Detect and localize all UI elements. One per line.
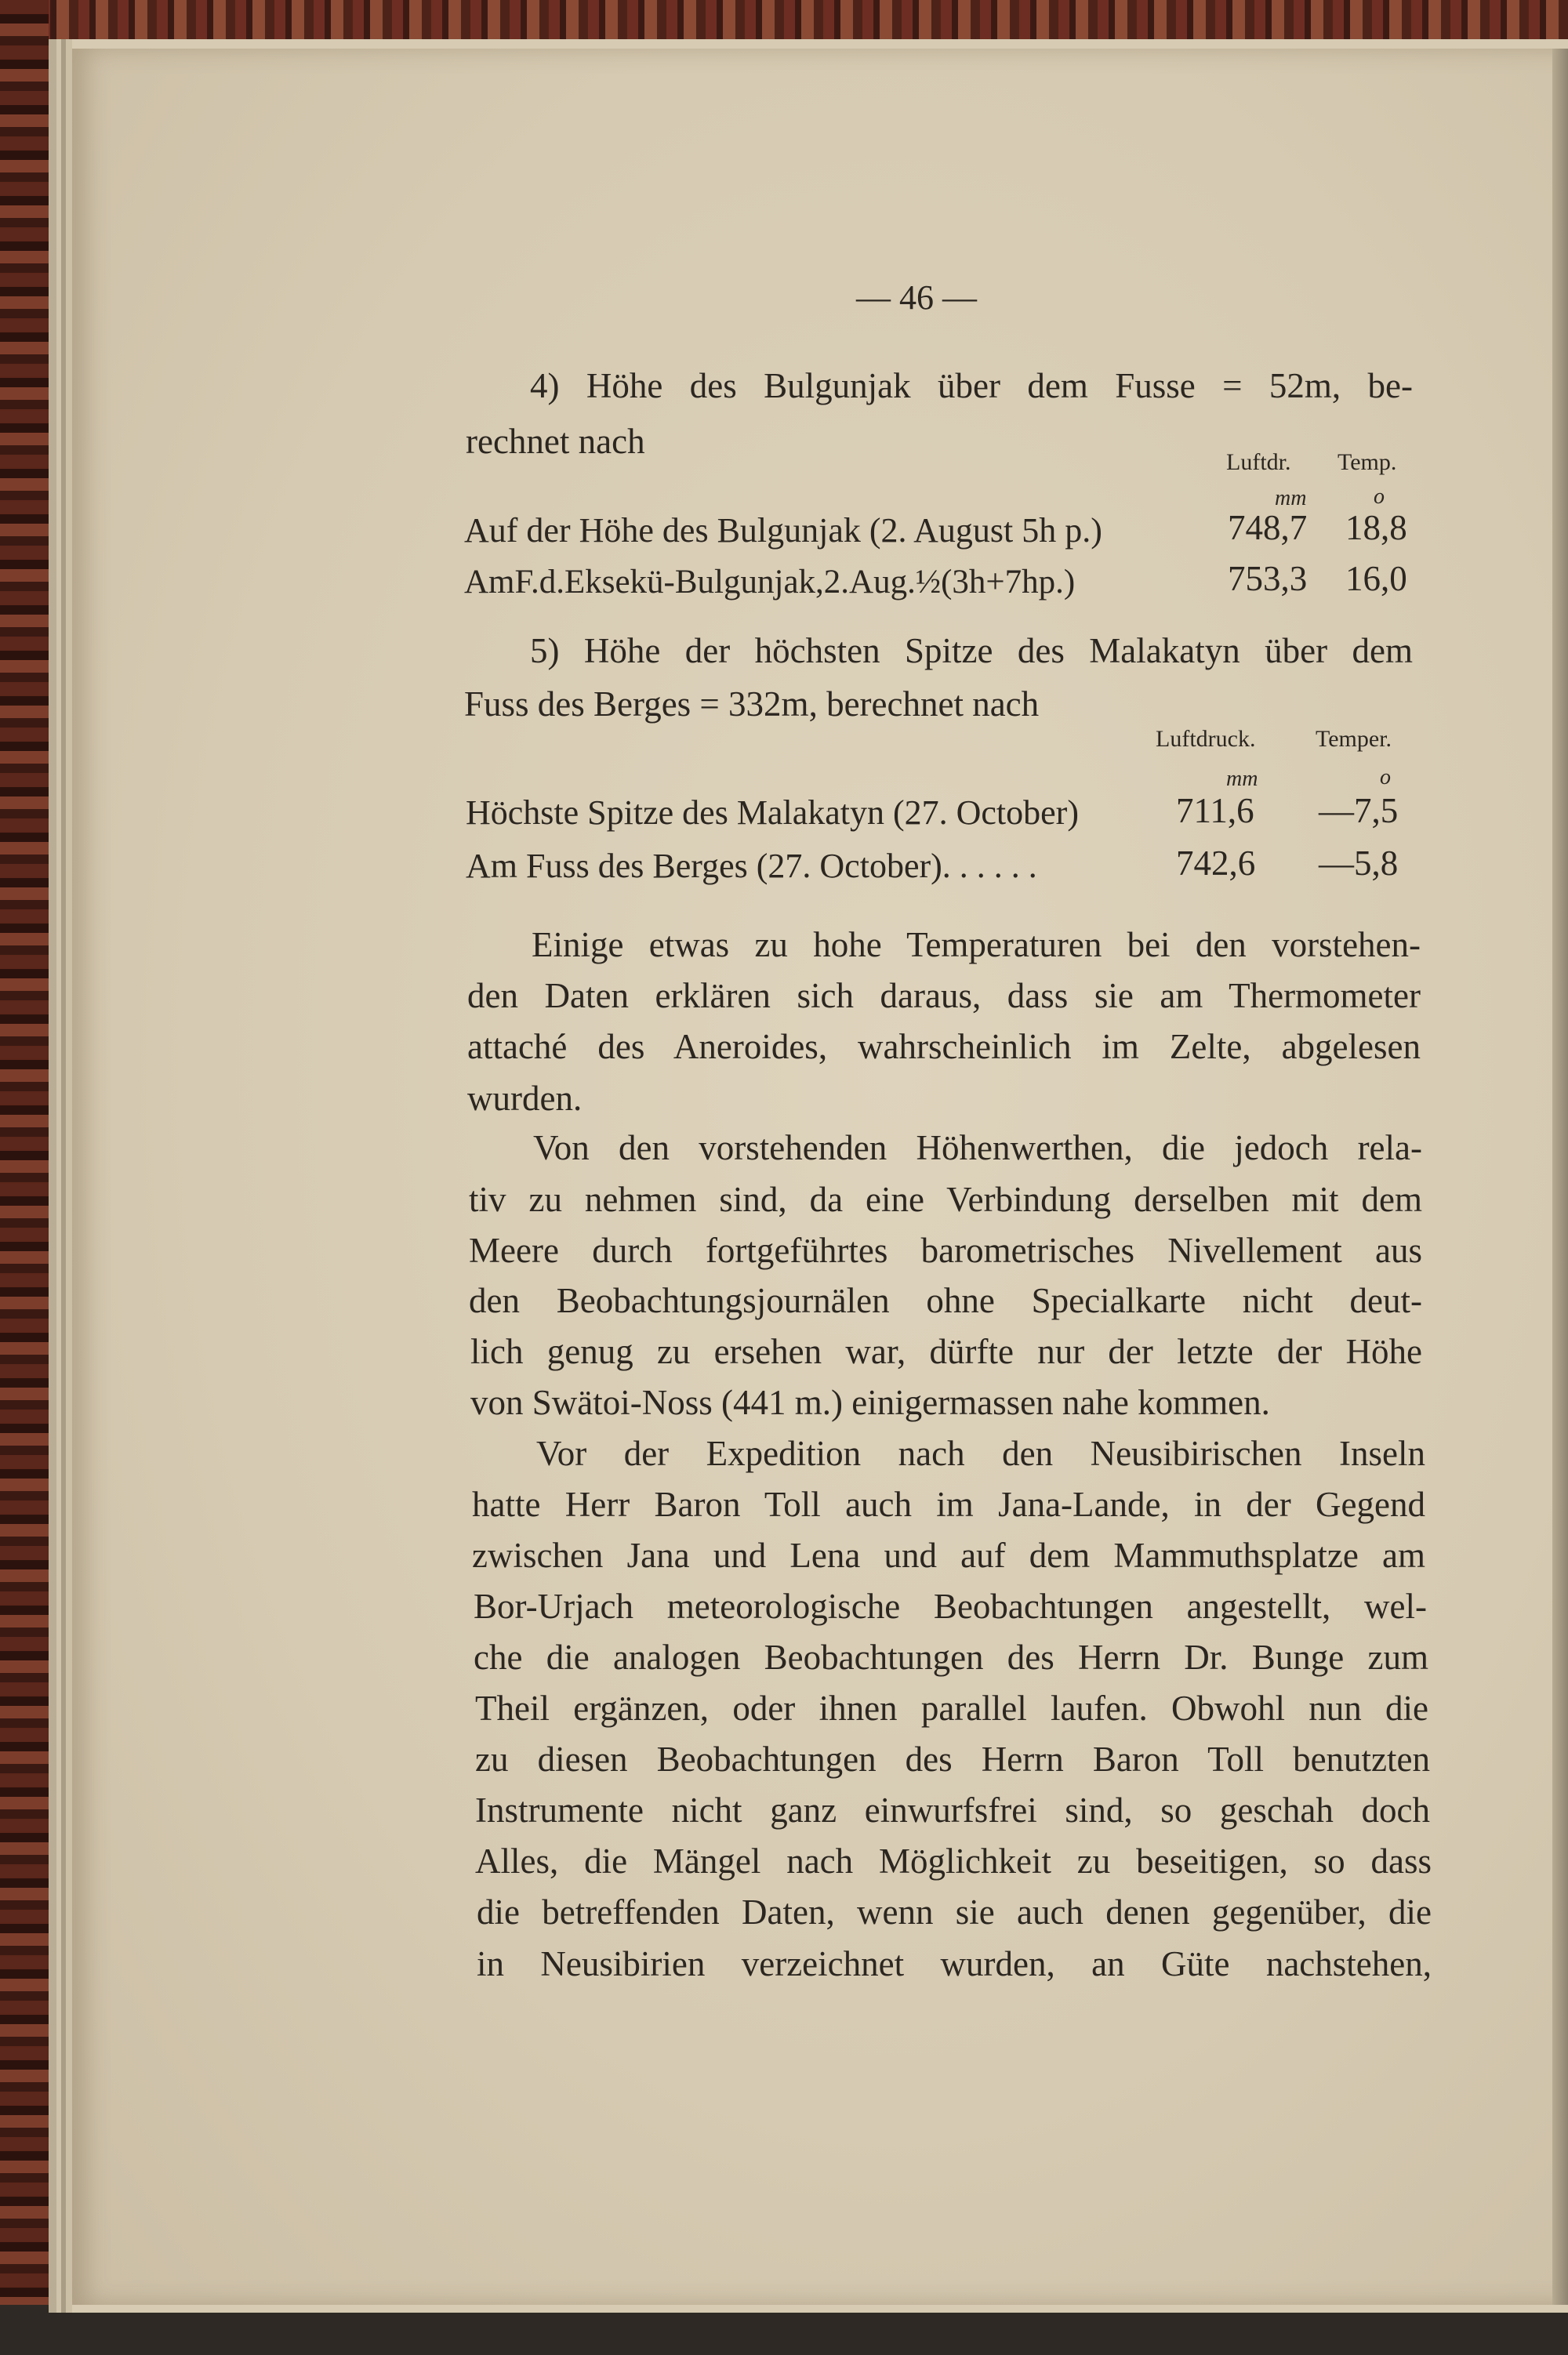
section5-col-temp: Temper.	[1316, 726, 1392, 752]
para3-line6: Theil ergänzen, oder ihnen parallel laufen. Obwohl nun die	[475, 1689, 1428, 1728]
para3-line1: Vor der Expedition nach den Neusibirischen Inseln	[536, 1434, 1425, 1473]
para1-line2: den Daten erklären sich daraus, dass sie am Thermometer	[467, 976, 1421, 1015]
para1-line1: Einige etwas zu hohe Temperaturen bei den vorstehen-	[532, 925, 1421, 964]
para2-line1: Von den vorstehenden Höhenwerthen, die jedoch rela-	[533, 1128, 1422, 1167]
section5-row1-temp: —7,5	[1319, 791, 1399, 830]
para3-line11: in Neusibirien verzeichnet wurden, an Güte nachstehen,	[477, 1944, 1432, 1983]
section4-row1-pressure: 748,7	[1228, 508, 1308, 547]
para3-line4: Bor-Urjach meteorologische Beobachtungen angestellt, wel-	[474, 1587, 1427, 1626]
section4-row2-label: AmF.d.Eksekü-Bulgunjak,2.Aug.½(3h+7hp.)	[464, 564, 1076, 601]
section4-row2-pressure: 753,3	[1228, 559, 1308, 598]
para2-line6: von Swätoi-Noss (441 m.) einigermassen nahe kommen.	[470, 1383, 1270, 1422]
section5-line2: Fuss des Berges = 332m, berechnet nach	[464, 684, 1040, 724]
para3-line5: che die analogen Beobachtungen des Herrn Dr. Bunge zum	[474, 1638, 1428, 1677]
section4-row1-label: Auf der Höhe des Bulgunjak (2. August 5h p.)	[464, 511, 1102, 550]
para3-line9: Alles, die Mängel nach Möglichkeit zu beseitigen, so dass	[475, 1842, 1432, 1881]
para3-line10: die betreffenden Daten, wenn sie auch denen gegenüber, die	[477, 1892, 1432, 1932]
section4-col-pressure: Luftdr.	[1226, 449, 1291, 475]
page-number: — 46 —	[856, 278, 977, 317]
section4-row1-temp: 18,8	[1345, 508, 1407, 547]
para3-line3: zwischen Jana und Lena und auf dem Mammuthsplatze am	[472, 1536, 1425, 1575]
section5-row1-pressure: 711,6	[1176, 791, 1254, 830]
para3-line8: Instrumente nicht ganz einwurfsfrei sind, so geschah doch	[475, 1791, 1430, 1830]
para3-line7: zu diesen Beobachtungen des Herrn Baron Toll benutzten	[475, 1740, 1430, 1779]
section5-line1: 5) Höhe der höchsten Spitze des Malakatyn über dem	[530, 631, 1413, 670]
para2-line2: tiv zu nehmen sind, da eine Verbindung derselben mit dem	[469, 1180, 1422, 1219]
para1-line3: attaché des Aneroides, wahrscheinlich im Zelte, abgelesen	[467, 1027, 1421, 1066]
section4-unit-mm: mm	[1275, 486, 1307, 510]
section4-col-temp: Temp.	[1338, 449, 1397, 475]
section5-row2-label: Am Fuss des Berges (27. October). . . . . .	[466, 847, 1037, 885]
section4-line1: 4) Höhe des Bulgunjak über dem Fusse = 52m, be-	[530, 366, 1413, 405]
section5-unit-mm: mm	[1226, 767, 1258, 791]
para2-line4: den Beobachtungsjournälen ohne Specialkarte nicht deut-	[469, 1281, 1422, 1320]
section4-row2-temp: 16,0	[1345, 559, 1407, 598]
section5-row2-pressure: 742,6	[1176, 844, 1256, 883]
para3-line2: hatte Herr Baron Toll auch im Jana-Lande, in der Gegend	[472, 1485, 1425, 1524]
section5-col-pressure: Luftdruck.	[1156, 726, 1256, 752]
para2-line5: lich genug zu ersehen war, dürfte nur der letzte der Höhe	[470, 1332, 1422, 1371]
section5-row1-label: Höchste Spitze des Malakatyn (27. October)	[466, 793, 1079, 832]
section5-unit-deg: o	[1380, 765, 1391, 789]
para1-line4: wurden.	[467, 1079, 583, 1118]
section4-unit-deg: o	[1374, 484, 1385, 509]
section4-line2: rechnet nach	[466, 422, 645, 461]
para2-line3: Meere durch fortgeführtes barometrisches Nivellement aus	[469, 1231, 1422, 1270]
section5-row2-temp: —5,8	[1319, 844, 1399, 883]
